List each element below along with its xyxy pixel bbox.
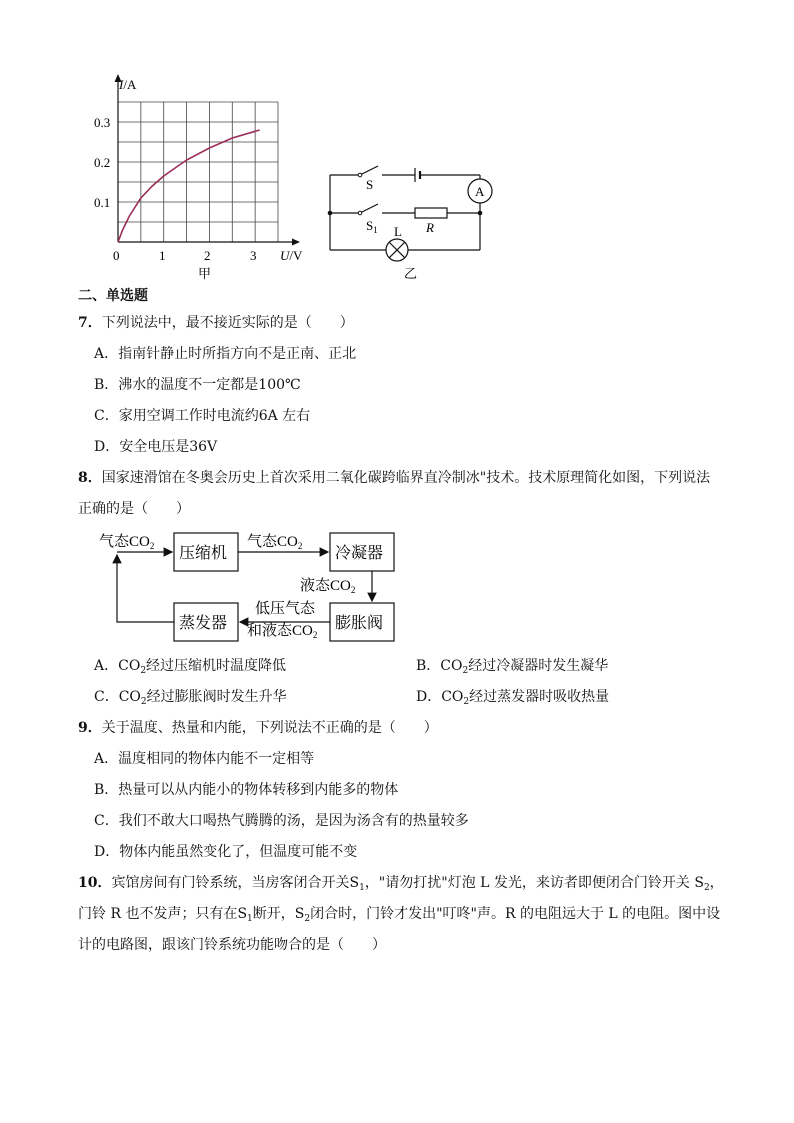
axis-arrow xyxy=(292,239,300,246)
x-axis-label: U/V xyxy=(280,248,303,263)
q7-option-d: D．安全电压是36V xyxy=(94,439,218,455)
q9-number: 9． xyxy=(78,720,102,736)
circuit-diagram xyxy=(320,150,510,285)
resistor-r xyxy=(415,208,447,218)
q8-stem-line1: 8．国家速滑馆在冬奥会历史上首次采用二氧化碳跨临界直冷制冰"技术。技术原理简化如图，下列说法 xyxy=(78,470,711,486)
q7-option-c: C．家用空调工作时电流约6A 左右 xyxy=(94,408,311,424)
valve-label: 膨胀阀 xyxy=(335,615,384,632)
graph-caption: 甲 xyxy=(198,266,212,280)
switch-s-blade xyxy=(360,166,378,175)
q9-option-b: B．热量可以从内能小的物体转移到内能多的物体 xyxy=(94,782,399,798)
q10-stem-line1: 10．宾馆房间有门铃系统，当房客闭合开关$S_1$，"请勿打扰"灯泡 L 发光，来访者即便闭合门铃开关 $S_2$， xyxy=(78,875,724,893)
q9-option-c: C．我们不敢大口喝热气腾腾的汤，是因为汤含有的热量较多 xyxy=(94,813,469,829)
iu-graph xyxy=(90,70,320,280)
low-pressure-label-1: 低压气态 xyxy=(255,601,316,617)
lamp-label: L xyxy=(394,224,402,239)
switch-s1-blade xyxy=(360,204,378,213)
switch-s1-label: $S_1$ xyxy=(366,218,378,235)
q8-option-b: B．$CO_2$经过冷凝器时发生凝华 xyxy=(416,658,609,676)
x-tick-label: 2 xyxy=(204,248,211,263)
low-pressure-label-2: 和液态$CO_2$ xyxy=(247,623,318,640)
x-tick-label: 3 xyxy=(250,248,257,263)
graph-axes xyxy=(115,74,301,246)
q10-stem-line3: 计的电路图，跟该门铃系统功能吻合的是（ ） xyxy=(78,937,386,953)
q8-number: 8． xyxy=(78,470,102,486)
q9-option-d: D．物体内能虽然变化了，但温度可能不变 xyxy=(94,844,358,860)
q8-option-a: A．$CO_2$经过压缩机时温度降低 xyxy=(94,658,287,676)
x-tick-label: 1 xyxy=(159,248,166,263)
q10-number: 10． xyxy=(78,875,112,891)
q10-stem-line2: 门铃 R 也不发声；只有在$S_1$断开，$S_2$闭合时，门铃才发出"叮咚"声。R 的电阻远大于 L 的电阻。图中设 xyxy=(78,906,721,924)
q7-option-a: A．指南针静止时所指方向不是正南、正北 xyxy=(94,346,357,362)
q7-option-b: B．沸水的温度不一定都是100℃ xyxy=(94,377,301,393)
graph-grid xyxy=(118,102,278,242)
q9-stem: 9．关于温度、热量和内能，下列说法不正确的是（ ） xyxy=(78,720,438,736)
section-title: 二、单选题 xyxy=(78,288,148,304)
q8-option-c: C．$CO_2$经过膨胀阀时发生升华 xyxy=(94,689,287,707)
resistor-label: R xyxy=(426,220,434,235)
q7-number: 7． xyxy=(78,315,102,331)
iu-curve xyxy=(118,130,260,242)
y-axis-label: I/A xyxy=(119,77,137,92)
liquid-label: 液态$CO_2$ xyxy=(300,578,356,595)
junction-dot xyxy=(328,211,333,216)
circuit-caption: 乙 xyxy=(404,266,418,281)
q8-option-d: D．$CO_2$经过蒸发器时吸收热量 xyxy=(416,689,610,707)
evaporator-label: 蒸发器 xyxy=(179,615,228,632)
switch-s-label: S xyxy=(366,177,374,192)
y-tick-label: 0.2 xyxy=(94,155,111,170)
y-tick-label: 0.1 xyxy=(94,195,111,210)
condenser-label: 冷凝器 xyxy=(335,545,384,562)
co2-flow-diagram xyxy=(95,525,405,650)
q8-stem-line2: 正确的是（ ） xyxy=(78,501,190,517)
x-tick-label: 0 xyxy=(113,248,120,263)
y-tick-label: 0.3 xyxy=(94,115,111,130)
ammeter-label: A xyxy=(475,184,485,199)
junction-dot xyxy=(478,211,483,216)
gas-in-label: 气态$CO_2$ xyxy=(99,534,155,551)
q9-option-a: A．温度相同的物体内能不一定相等 xyxy=(94,751,315,767)
compressor-label: 压缩机 xyxy=(179,545,228,562)
gas-mid-label: 气态$CO_2$ xyxy=(247,534,303,551)
q7-stem: 7．下列说法中，最不接近实际的是（ ） xyxy=(78,315,354,331)
